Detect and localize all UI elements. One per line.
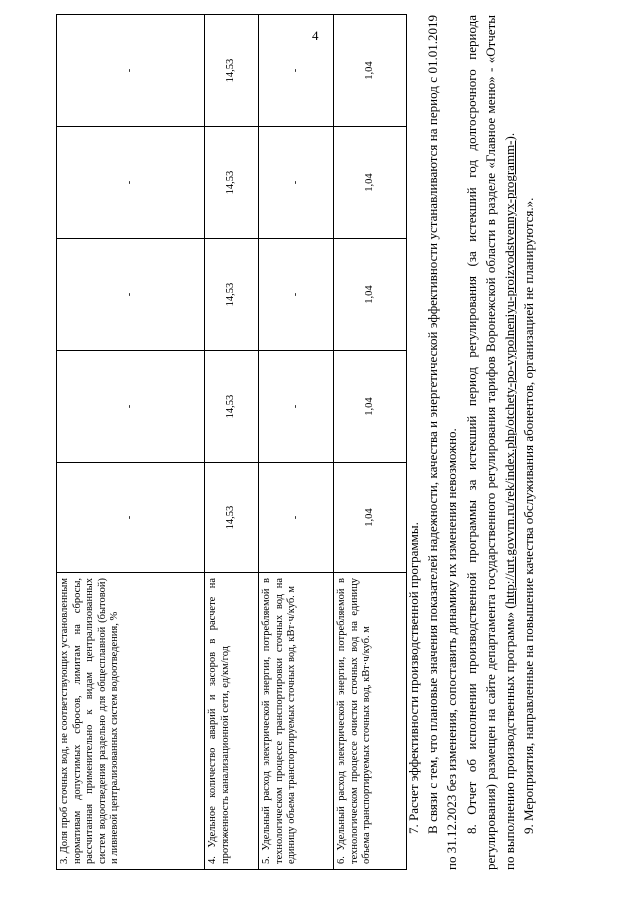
table-cell: -: [259, 127, 334, 239]
table-cell: -: [57, 239, 205, 351]
table-row: [205, 15, 259, 870]
table-cell: 14,53: [205, 15, 259, 127]
row-label: 3. Доля проб сточных вод, не соответствующих установленным нормативам допустимых сбросов, лимитам на сбросы, рассчитанная применительно к видам централизованных систем водоотведения раздельно для общесплавной (бытовой) и ливневой централизованных систем водоотведения, %: [57, 573, 205, 870]
table-row: [57, 15, 205, 870]
indicators-table: [56, 14, 407, 870]
table-cell: -: [259, 351, 334, 463]
table-cell: 14,53: [205, 239, 259, 351]
table-cell: -: [57, 127, 205, 239]
body-text: [404, 15, 538, 870]
section-7-heading: 7. Расчет эффективности производственной программы.: [406, 522, 421, 834]
row-label: 5. Удельный расход электрической энергии, потребляемой в технологическом процессе транспортировки сточных вод на единицу объема транспортируемых сточных вод, кВт·ч/куб. м: [259, 573, 334, 870]
section-8-text: 8. Отчет об исполнении производственной программы за истекший период регулирования (за истекший год долгосрочного периода регулирования) размещен на сайте департамента государственного регулирования тарифов Воронежской области в разделе «Главное меню» - «Отчеты по выполнению производственных программ» (: [463, 15, 518, 870]
section-9-paragraph: 9. Мероприятия, направленные на повышение качества обслуживания абонентов, организацией не планируются.».: [521, 197, 537, 834]
row-label: 6. Удельный расход электрической энергии, потребляемой в технологическом процессе очистки сточных вод на единицу объема транспортируемых сточных вод, кВт·ч/куб. м: [334, 573, 407, 870]
row-label: 4. Удельное количество аварий и засоров в расчете на протяженность канализационной сети, ед/км/год: [205, 573, 259, 870]
rotated-page-content: [56, 15, 616, 870]
reports-link[interactable]: http://urt.govvrn.ru/rek/index.php/otchety-po-vypolneniyu-proizvodstvennyx-programm-: [502, 140, 518, 605]
table-cell: -: [259, 463, 334, 573]
table-row: [259, 15, 334, 870]
table-cell: 14,53: [205, 127, 259, 239]
section-8-paragraph: [462, 15, 520, 870]
table-cell: -: [259, 239, 334, 351]
section-7-paragraph: В связи с тем, что плановые значения показателей надежности, качества и энергетической эффективности устанавливаются на период с 01.01.2019 по 31.12.2023 без изменения, сопоставить динамику их изменения невозможно.: [425, 15, 460, 870]
table-cell: 1,04: [334, 127, 407, 239]
table-cell: -: [57, 351, 205, 463]
table-cell: 1,04: [334, 463, 407, 573]
page-number: 4: [312, 28, 319, 43]
table-cell: 1,04: [334, 15, 407, 127]
section-8-end: ).: [502, 132, 518, 141]
table-cell: -: [259, 15, 334, 127]
table-cell: 1,04: [334, 351, 407, 463]
table-cell: -: [57, 463, 205, 573]
table-cell: 14,53: [205, 463, 259, 573]
table-row: [334, 15, 407, 870]
table-cell: 1,04: [334, 239, 407, 351]
table-cell: 14,53: [205, 351, 259, 463]
table-cell: -: [57, 15, 205, 127]
